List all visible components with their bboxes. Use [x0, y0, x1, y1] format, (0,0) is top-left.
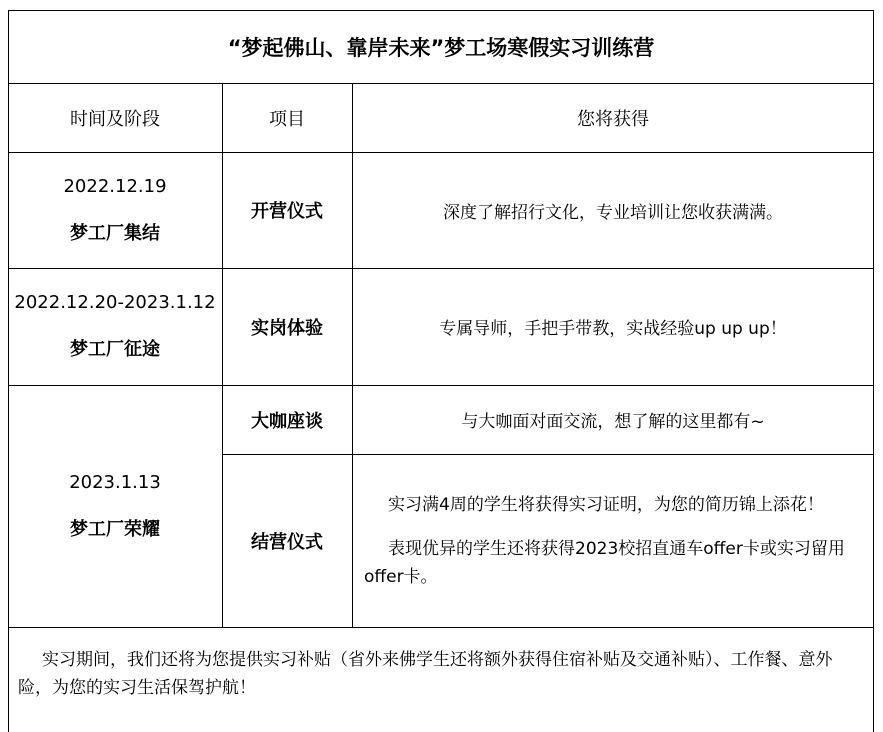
row-3-stage: 梦工厂荣耀	[70, 518, 160, 540]
row-1-time	[8, 152, 222, 268]
row-3a-gain: 与大咖面对面交流，想了解的这里都有~	[461, 412, 765, 432]
row-1-item: 开营仪式	[251, 201, 323, 222]
row-2-date: 2022.12.20-2023.1.12	[14, 292, 216, 313]
row-3-date: 2023.1.13	[69, 471, 161, 493]
header-gain: 您将获得	[577, 108, 649, 130]
row-3b-gain	[352, 454, 874, 627]
header-item: 项目	[269, 108, 305, 130]
row-2-time	[8, 268, 222, 385]
row-1-stage: 梦工厂集结	[70, 222, 160, 244]
page-title: “梦起佛山、靠岸未来”梦工场寒假实习训练营	[227, 35, 655, 60]
header-time: 时间及阶段	[70, 108, 160, 130]
row-2-stage: 梦工厂征途	[70, 339, 160, 360]
row-2-item: 实岗体验	[251, 317, 323, 339]
row-2-gain: 专属导师，手把手带教，实战经验up up up！	[439, 319, 787, 339]
row-1-date: 2022.12.19	[63, 175, 167, 197]
footer-text: 实习期间，我们还将为您提供实习补贴（省外来佛学生还将额外获得住宿补贴及交通补贴）、工作餐、意外险，为您的实习生活保驾护航！	[18, 650, 833, 698]
row-3b-item: 结营仪式	[251, 531, 323, 553]
row-3b-gain-paragraph-2: 表现优异的学生还将获得2023校招直通车offer卡或实习留用offer卡。	[364, 538, 845, 587]
row-1-gain: 深度了解招行文化，专业培训让您收获满满。	[443, 202, 783, 223]
row-3a-item: 大咖座谈	[251, 410, 323, 432]
row-3b-gain-paragraph-1: 实习满4周的学生将获得实习证明，为您的简历锦上添花！	[388, 494, 824, 515]
footer-note	[8, 628, 874, 732]
row-3-time	[8, 385, 222, 627]
